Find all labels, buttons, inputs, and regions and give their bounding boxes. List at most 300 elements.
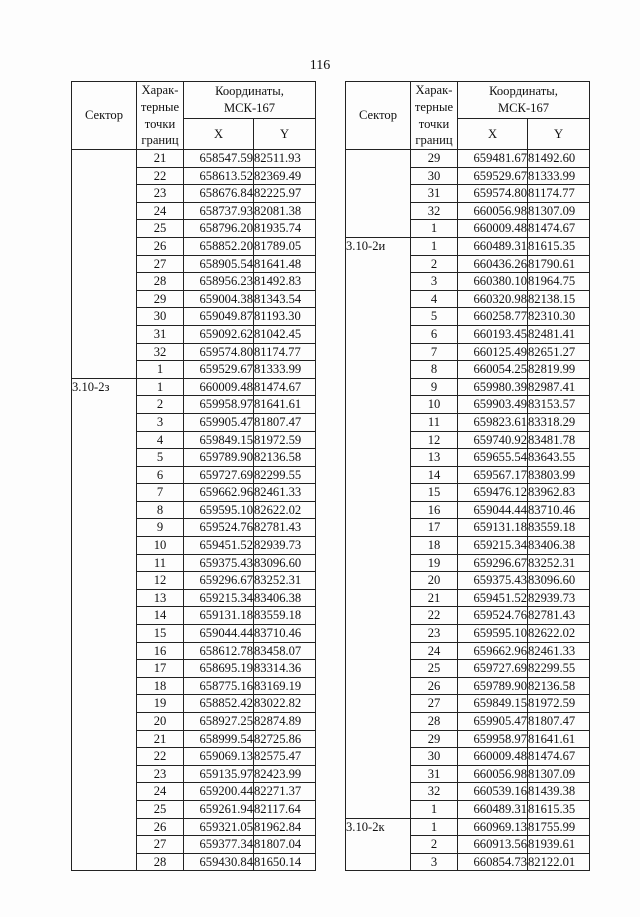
sector-cell bbox=[72, 413, 137, 431]
x-coordinate-cell: 659905.47 bbox=[184, 413, 254, 431]
x-coordinate-cell: 659740.92 bbox=[458, 431, 528, 449]
point-number-cell: 22 bbox=[137, 748, 184, 766]
y-coordinate-cell: 83458.07 bbox=[254, 642, 316, 660]
sector-cell bbox=[72, 449, 137, 467]
table-row bbox=[72, 308, 316, 326]
y-coordinate-cell: 81789.05 bbox=[254, 237, 316, 255]
table-row bbox=[346, 642, 590, 660]
x-coordinate-cell: 659430.84 bbox=[184, 853, 254, 871]
point-number-cell: 26 bbox=[137, 237, 184, 255]
y-coordinate-cell: 81790.61 bbox=[528, 255, 590, 273]
x-coordinate-cell: 658676.84 bbox=[184, 185, 254, 203]
table-row bbox=[346, 431, 590, 449]
table-row bbox=[72, 413, 316, 431]
x-coordinate-cell: 658547.59 bbox=[184, 150, 254, 168]
table-row bbox=[346, 800, 590, 818]
y-coordinate-cell: 83643.55 bbox=[528, 449, 590, 467]
y-coordinate-cell: 82423.99 bbox=[254, 765, 316, 783]
point-number-cell: 13 bbox=[411, 449, 458, 467]
point-number-cell: 19 bbox=[137, 695, 184, 713]
y-coordinate-cell: 82461.33 bbox=[254, 484, 316, 502]
point-number-cell: 28 bbox=[411, 713, 458, 731]
y-coordinate-cell: 81333.99 bbox=[528, 167, 590, 185]
point-number-cell: 24 bbox=[411, 642, 458, 660]
y-coordinate-cell: 82651.27 bbox=[528, 343, 590, 361]
x-coordinate-cell: 660436.26 bbox=[458, 255, 528, 273]
sector-cell bbox=[72, 554, 137, 572]
sector-cell bbox=[346, 501, 411, 519]
point-number-cell: 10 bbox=[137, 537, 184, 555]
sector-cell bbox=[72, 290, 137, 308]
sector-cell bbox=[346, 202, 411, 220]
x-coordinate-cell: 658852.20 bbox=[184, 237, 254, 255]
point-number-cell: 20 bbox=[411, 572, 458, 590]
sector-cell bbox=[72, 466, 137, 484]
x-coordinate-cell: 658737.93 bbox=[184, 202, 254, 220]
table-row bbox=[346, 695, 590, 713]
header-points: Харак- терные точки границ bbox=[137, 82, 184, 150]
y-coordinate-cell: 81807.47 bbox=[528, 713, 590, 731]
table-row bbox=[72, 589, 316, 607]
sector-cell bbox=[346, 607, 411, 625]
x-coordinate-cell: 660320.98 bbox=[458, 290, 528, 308]
table-row bbox=[72, 449, 316, 467]
y-coordinate-cell: 83406.38 bbox=[528, 537, 590, 555]
table-row bbox=[72, 836, 316, 854]
sector-cell bbox=[346, 853, 411, 871]
point-number-cell: 1 bbox=[137, 361, 184, 379]
point-number-cell: 4 bbox=[137, 431, 184, 449]
header-sector: Сектор bbox=[72, 82, 137, 150]
point-number-cell: 3 bbox=[137, 413, 184, 431]
table-row bbox=[346, 308, 590, 326]
y-coordinate-cell: 81641.48 bbox=[254, 255, 316, 273]
x-coordinate-cell: 660193.45 bbox=[458, 325, 528, 343]
y-coordinate-cell: 81935.74 bbox=[254, 220, 316, 238]
table-row bbox=[346, 501, 590, 519]
table-row bbox=[72, 554, 316, 572]
x-coordinate-cell: 659980.39 bbox=[458, 378, 528, 396]
y-coordinate-cell: 81439.38 bbox=[528, 783, 590, 801]
sector-cell bbox=[346, 537, 411, 555]
x-coordinate-cell: 660489.31 bbox=[458, 800, 528, 818]
sector-cell bbox=[346, 325, 411, 343]
point-number-cell: 14 bbox=[411, 466, 458, 484]
x-coordinate-cell: 660056.98 bbox=[458, 202, 528, 220]
table-row bbox=[72, 537, 316, 555]
y-coordinate-cell: 82461.33 bbox=[528, 642, 590, 660]
sector-cell bbox=[346, 396, 411, 414]
x-coordinate-cell: 659261.94 bbox=[184, 800, 254, 818]
sector-cell bbox=[72, 607, 137, 625]
x-coordinate-cell: 659524.76 bbox=[458, 607, 528, 625]
point-number-cell: 31 bbox=[411, 765, 458, 783]
sector-cell: 3.10-2и bbox=[346, 237, 411, 255]
point-number-cell: 30 bbox=[411, 167, 458, 185]
point-number-cell: 21 bbox=[137, 150, 184, 168]
sector-cell bbox=[346, 642, 411, 660]
y-coordinate-cell: 81492.60 bbox=[528, 150, 590, 168]
y-coordinate-cell: 83962.83 bbox=[528, 484, 590, 502]
table-row bbox=[346, 730, 590, 748]
table-row bbox=[346, 325, 590, 343]
table-row bbox=[72, 572, 316, 590]
sector-cell bbox=[346, 255, 411, 273]
sector-cell bbox=[72, 396, 137, 414]
table-row bbox=[72, 501, 316, 519]
y-coordinate-cell: 81343.54 bbox=[254, 290, 316, 308]
x-coordinate-cell: 659529.67 bbox=[458, 167, 528, 185]
x-coordinate-cell: 659481.67 bbox=[458, 150, 528, 168]
point-number-cell: 6 bbox=[137, 466, 184, 484]
x-coordinate-cell: 659451.52 bbox=[458, 589, 528, 607]
y-coordinate-cell: 83710.46 bbox=[528, 501, 590, 519]
table-row bbox=[346, 202, 590, 220]
x-coordinate-cell: 658927.25 bbox=[184, 713, 254, 731]
sector-cell bbox=[346, 150, 411, 168]
table-row bbox=[72, 150, 316, 168]
y-coordinate-cell: 81174.77 bbox=[254, 343, 316, 361]
point-number-cell: 25 bbox=[137, 220, 184, 238]
table-row bbox=[72, 642, 316, 660]
table-row bbox=[346, 290, 590, 308]
table-row bbox=[72, 202, 316, 220]
table-row bbox=[346, 167, 590, 185]
table-row bbox=[72, 800, 316, 818]
x-coordinate-cell: 658905.54 bbox=[184, 255, 254, 273]
y-coordinate-cell: 81641.61 bbox=[254, 396, 316, 414]
header-y: Y bbox=[254, 119, 316, 150]
table-row bbox=[72, 818, 316, 836]
point-number-cell: 23 bbox=[411, 625, 458, 643]
sector-cell bbox=[346, 449, 411, 467]
point-number-cell: 21 bbox=[411, 589, 458, 607]
point-number-cell: 1 bbox=[137, 378, 184, 396]
sector-cell bbox=[346, 431, 411, 449]
point-number-cell: 30 bbox=[411, 748, 458, 766]
y-coordinate-cell: 82310.30 bbox=[528, 308, 590, 326]
point-number-cell: 17 bbox=[411, 519, 458, 537]
table-row bbox=[346, 836, 590, 854]
sector-cell bbox=[72, 255, 137, 273]
y-coordinate-cell: 83022.82 bbox=[254, 695, 316, 713]
table-row bbox=[346, 343, 590, 361]
x-coordinate-cell: 659215.34 bbox=[184, 589, 254, 607]
point-number-cell: 27 bbox=[137, 836, 184, 854]
point-number-cell: 5 bbox=[137, 449, 184, 467]
point-number-cell: 26 bbox=[411, 677, 458, 695]
point-number-cell: 10 bbox=[411, 396, 458, 414]
table-row bbox=[346, 185, 590, 203]
table-row bbox=[346, 765, 590, 783]
sector-cell bbox=[72, 484, 137, 502]
y-coordinate-cell: 82874.89 bbox=[254, 713, 316, 731]
y-coordinate-cell: 81474.67 bbox=[254, 378, 316, 396]
table-row bbox=[346, 537, 590, 555]
sector-cell bbox=[72, 519, 137, 537]
point-number-cell: 2 bbox=[137, 396, 184, 414]
table-row bbox=[72, 273, 316, 291]
y-coordinate-cell: 83803.99 bbox=[528, 466, 590, 484]
x-coordinate-cell: 659727.69 bbox=[184, 466, 254, 484]
sector-cell bbox=[72, 572, 137, 590]
header-points: Харак- терные точки границ bbox=[411, 82, 458, 150]
sector-cell bbox=[346, 413, 411, 431]
y-coordinate-cell: 81615.35 bbox=[528, 800, 590, 818]
x-coordinate-cell: 659958.97 bbox=[458, 730, 528, 748]
table-row bbox=[346, 748, 590, 766]
sector-cell bbox=[72, 202, 137, 220]
y-coordinate-cell: 83096.60 bbox=[254, 554, 316, 572]
x-coordinate-cell: 659662.96 bbox=[458, 642, 528, 660]
table-row bbox=[72, 255, 316, 273]
point-number-cell: 29 bbox=[137, 290, 184, 308]
y-coordinate-cell: 81333.99 bbox=[254, 361, 316, 379]
y-coordinate-cell: 81615.35 bbox=[528, 237, 590, 255]
table-row bbox=[72, 677, 316, 695]
y-coordinate-cell: 82939.73 bbox=[528, 589, 590, 607]
sector-cell bbox=[346, 273, 411, 291]
y-coordinate-cell: 82299.55 bbox=[254, 466, 316, 484]
table-row bbox=[72, 783, 316, 801]
sector-cell bbox=[346, 695, 411, 713]
sector-cell bbox=[72, 361, 137, 379]
y-coordinate-cell: 81492.83 bbox=[254, 273, 316, 291]
y-coordinate-cell: 82511.93 bbox=[254, 150, 316, 168]
point-number-cell: 18 bbox=[411, 537, 458, 555]
sector-cell bbox=[346, 343, 411, 361]
sector-cell bbox=[72, 800, 137, 818]
table-row bbox=[72, 853, 316, 871]
point-number-cell: 19 bbox=[411, 554, 458, 572]
sector-cell bbox=[72, 237, 137, 255]
table-row bbox=[346, 273, 590, 291]
x-coordinate-cell: 660380.10 bbox=[458, 273, 528, 291]
sector-cell bbox=[346, 836, 411, 854]
x-coordinate-cell: 660054.25 bbox=[458, 361, 528, 379]
y-coordinate-cell: 81964.75 bbox=[528, 273, 590, 291]
table-row bbox=[72, 237, 316, 255]
sector-cell bbox=[72, 783, 137, 801]
table-row bbox=[72, 378, 316, 396]
table-row bbox=[346, 378, 590, 396]
coordinates-table-left bbox=[71, 81, 316, 871]
sector-cell bbox=[346, 361, 411, 379]
y-coordinate-cell: 82225.97 bbox=[254, 185, 316, 203]
y-coordinate-cell: 81755.99 bbox=[528, 818, 590, 836]
table-row bbox=[72, 290, 316, 308]
sector-cell bbox=[346, 625, 411, 643]
point-number-cell: 25 bbox=[137, 800, 184, 818]
table-row bbox=[346, 607, 590, 625]
x-coordinate-cell: 659727.69 bbox=[458, 660, 528, 678]
x-coordinate-cell: 658956.23 bbox=[184, 273, 254, 291]
point-number-cell: 14 bbox=[137, 607, 184, 625]
x-coordinate-cell: 659905.47 bbox=[458, 713, 528, 731]
header-coordinates: Координаты, МСК-167 bbox=[184, 82, 316, 119]
point-number-cell: 15 bbox=[411, 484, 458, 502]
x-coordinate-cell: 659958.97 bbox=[184, 396, 254, 414]
sector-cell bbox=[72, 167, 137, 185]
sector-cell: 3.10-2к bbox=[346, 818, 411, 836]
point-number-cell: 9 bbox=[137, 519, 184, 537]
sector-cell bbox=[346, 308, 411, 326]
sector-cell bbox=[346, 554, 411, 572]
y-coordinate-cell: 82122.01 bbox=[528, 853, 590, 871]
point-number-cell: 22 bbox=[411, 607, 458, 625]
y-coordinate-cell: 81174.77 bbox=[528, 185, 590, 203]
table-row bbox=[346, 713, 590, 731]
y-coordinate-cell: 82939.73 bbox=[254, 537, 316, 555]
x-coordinate-cell: 659296.67 bbox=[184, 572, 254, 590]
sector-cell bbox=[72, 589, 137, 607]
point-number-cell: 20 bbox=[137, 713, 184, 731]
table-row bbox=[72, 660, 316, 678]
x-coordinate-cell: 659069.13 bbox=[184, 748, 254, 766]
y-coordinate-cell: 81650.14 bbox=[254, 853, 316, 871]
table-row bbox=[72, 167, 316, 185]
sector-cell bbox=[346, 783, 411, 801]
coordinates-table-right bbox=[345, 81, 590, 871]
point-number-cell: 17 bbox=[137, 660, 184, 678]
point-number-cell: 12 bbox=[137, 572, 184, 590]
y-coordinate-cell: 83559.18 bbox=[528, 519, 590, 537]
x-coordinate-cell: 658999.54 bbox=[184, 730, 254, 748]
y-coordinate-cell: 82117.64 bbox=[254, 800, 316, 818]
page-number: 116 bbox=[309, 58, 331, 73]
point-number-cell: 8 bbox=[411, 361, 458, 379]
point-number-cell: 28 bbox=[137, 273, 184, 291]
point-number-cell: 27 bbox=[137, 255, 184, 273]
x-coordinate-cell: 659903.49 bbox=[458, 396, 528, 414]
sector-cell bbox=[346, 713, 411, 731]
y-coordinate-cell: 82271.37 bbox=[254, 783, 316, 801]
x-coordinate-cell: 659321.05 bbox=[184, 818, 254, 836]
sector-cell bbox=[346, 167, 411, 185]
table-row bbox=[72, 431, 316, 449]
table-row bbox=[72, 695, 316, 713]
point-number-cell: 26 bbox=[137, 818, 184, 836]
point-number-cell: 21 bbox=[137, 730, 184, 748]
sector-cell bbox=[72, 695, 137, 713]
x-coordinate-cell: 659574.80 bbox=[458, 185, 528, 203]
table-row bbox=[72, 713, 316, 731]
header-x: X bbox=[458, 119, 528, 150]
x-coordinate-cell: 659849.15 bbox=[184, 431, 254, 449]
table-row bbox=[72, 748, 316, 766]
y-coordinate-cell: 81972.59 bbox=[528, 695, 590, 713]
x-coordinate-cell: 659529.67 bbox=[184, 361, 254, 379]
x-coordinate-cell: 659662.96 bbox=[184, 484, 254, 502]
y-coordinate-cell: 82138.15 bbox=[528, 290, 590, 308]
sector-cell bbox=[72, 325, 137, 343]
point-number-cell: 18 bbox=[137, 677, 184, 695]
x-coordinate-cell: 659044.44 bbox=[458, 501, 528, 519]
point-number-cell: 32 bbox=[137, 343, 184, 361]
sector-cell bbox=[72, 308, 137, 326]
y-coordinate-cell: 83406.38 bbox=[254, 589, 316, 607]
y-coordinate-cell: 82481.41 bbox=[528, 325, 590, 343]
x-coordinate-cell: 658852.42 bbox=[184, 695, 254, 713]
x-coordinate-cell: 659375.43 bbox=[184, 554, 254, 572]
x-coordinate-cell: 659131.18 bbox=[458, 519, 528, 537]
sector-cell bbox=[72, 642, 137, 660]
point-number-cell: 31 bbox=[137, 325, 184, 343]
table-row bbox=[346, 449, 590, 467]
point-number-cell: 15 bbox=[137, 625, 184, 643]
table-row bbox=[72, 325, 316, 343]
sector-cell bbox=[72, 660, 137, 678]
table-row bbox=[346, 237, 590, 255]
sector-cell bbox=[72, 431, 137, 449]
table-row bbox=[72, 185, 316, 203]
table-row bbox=[72, 607, 316, 625]
x-coordinate-cell: 658796.20 bbox=[184, 220, 254, 238]
point-number-cell: 24 bbox=[137, 202, 184, 220]
x-coordinate-cell: 660125.49 bbox=[458, 343, 528, 361]
table-row bbox=[72, 625, 316, 643]
y-coordinate-cell: 81042.45 bbox=[254, 325, 316, 343]
point-number-cell: 1 bbox=[411, 237, 458, 255]
table-row bbox=[346, 150, 590, 168]
x-coordinate-cell: 660258.77 bbox=[458, 308, 528, 326]
y-coordinate-cell: 83153.57 bbox=[528, 396, 590, 414]
y-coordinate-cell: 83252.31 bbox=[528, 554, 590, 572]
point-number-cell: 3 bbox=[411, 273, 458, 291]
sector-cell bbox=[346, 185, 411, 203]
table-row bbox=[346, 677, 590, 695]
sector-cell bbox=[72, 853, 137, 871]
table-row bbox=[72, 220, 316, 238]
point-number-cell: 16 bbox=[411, 501, 458, 519]
table-row bbox=[72, 343, 316, 361]
x-coordinate-cell: 660913.56 bbox=[458, 836, 528, 854]
y-coordinate-cell: 81193.30 bbox=[254, 308, 316, 326]
y-coordinate-cell: 82136.58 bbox=[254, 449, 316, 467]
table-row bbox=[72, 396, 316, 414]
x-coordinate-cell: 659789.90 bbox=[458, 677, 528, 695]
y-coordinate-cell: 82725.86 bbox=[254, 730, 316, 748]
sector-cell: 3.10-2з bbox=[72, 378, 137, 396]
sector-cell bbox=[72, 818, 137, 836]
point-number-cell: 4 bbox=[411, 290, 458, 308]
x-coordinate-cell: 659823.61 bbox=[458, 413, 528, 431]
x-coordinate-cell: 659049.87 bbox=[184, 308, 254, 326]
x-coordinate-cell: 660056.98 bbox=[458, 765, 528, 783]
sector-cell bbox=[72, 220, 137, 238]
table-row bbox=[346, 783, 590, 801]
x-coordinate-cell: 659004.38 bbox=[184, 290, 254, 308]
point-number-cell: 7 bbox=[411, 343, 458, 361]
x-coordinate-cell: 659524.76 bbox=[184, 519, 254, 537]
point-number-cell: 1 bbox=[411, 800, 458, 818]
x-coordinate-cell: 659215.34 bbox=[458, 537, 528, 555]
sector-cell bbox=[72, 537, 137, 555]
y-coordinate-cell: 82136.58 bbox=[528, 677, 590, 695]
point-number-cell: 5 bbox=[411, 308, 458, 326]
x-coordinate-cell: 660489.31 bbox=[458, 237, 528, 255]
x-coordinate-cell: 659595.10 bbox=[458, 625, 528, 643]
point-number-cell: 7 bbox=[137, 484, 184, 502]
y-coordinate-cell: 81474.67 bbox=[528, 220, 590, 238]
sector-cell bbox=[346, 660, 411, 678]
point-number-cell: 31 bbox=[411, 185, 458, 203]
y-coordinate-cell: 81962.84 bbox=[254, 818, 316, 836]
point-number-cell: 30 bbox=[137, 308, 184, 326]
x-coordinate-cell: 659655.54 bbox=[458, 449, 528, 467]
point-number-cell: 2 bbox=[411, 255, 458, 273]
y-coordinate-cell: 81307.09 bbox=[528, 765, 590, 783]
